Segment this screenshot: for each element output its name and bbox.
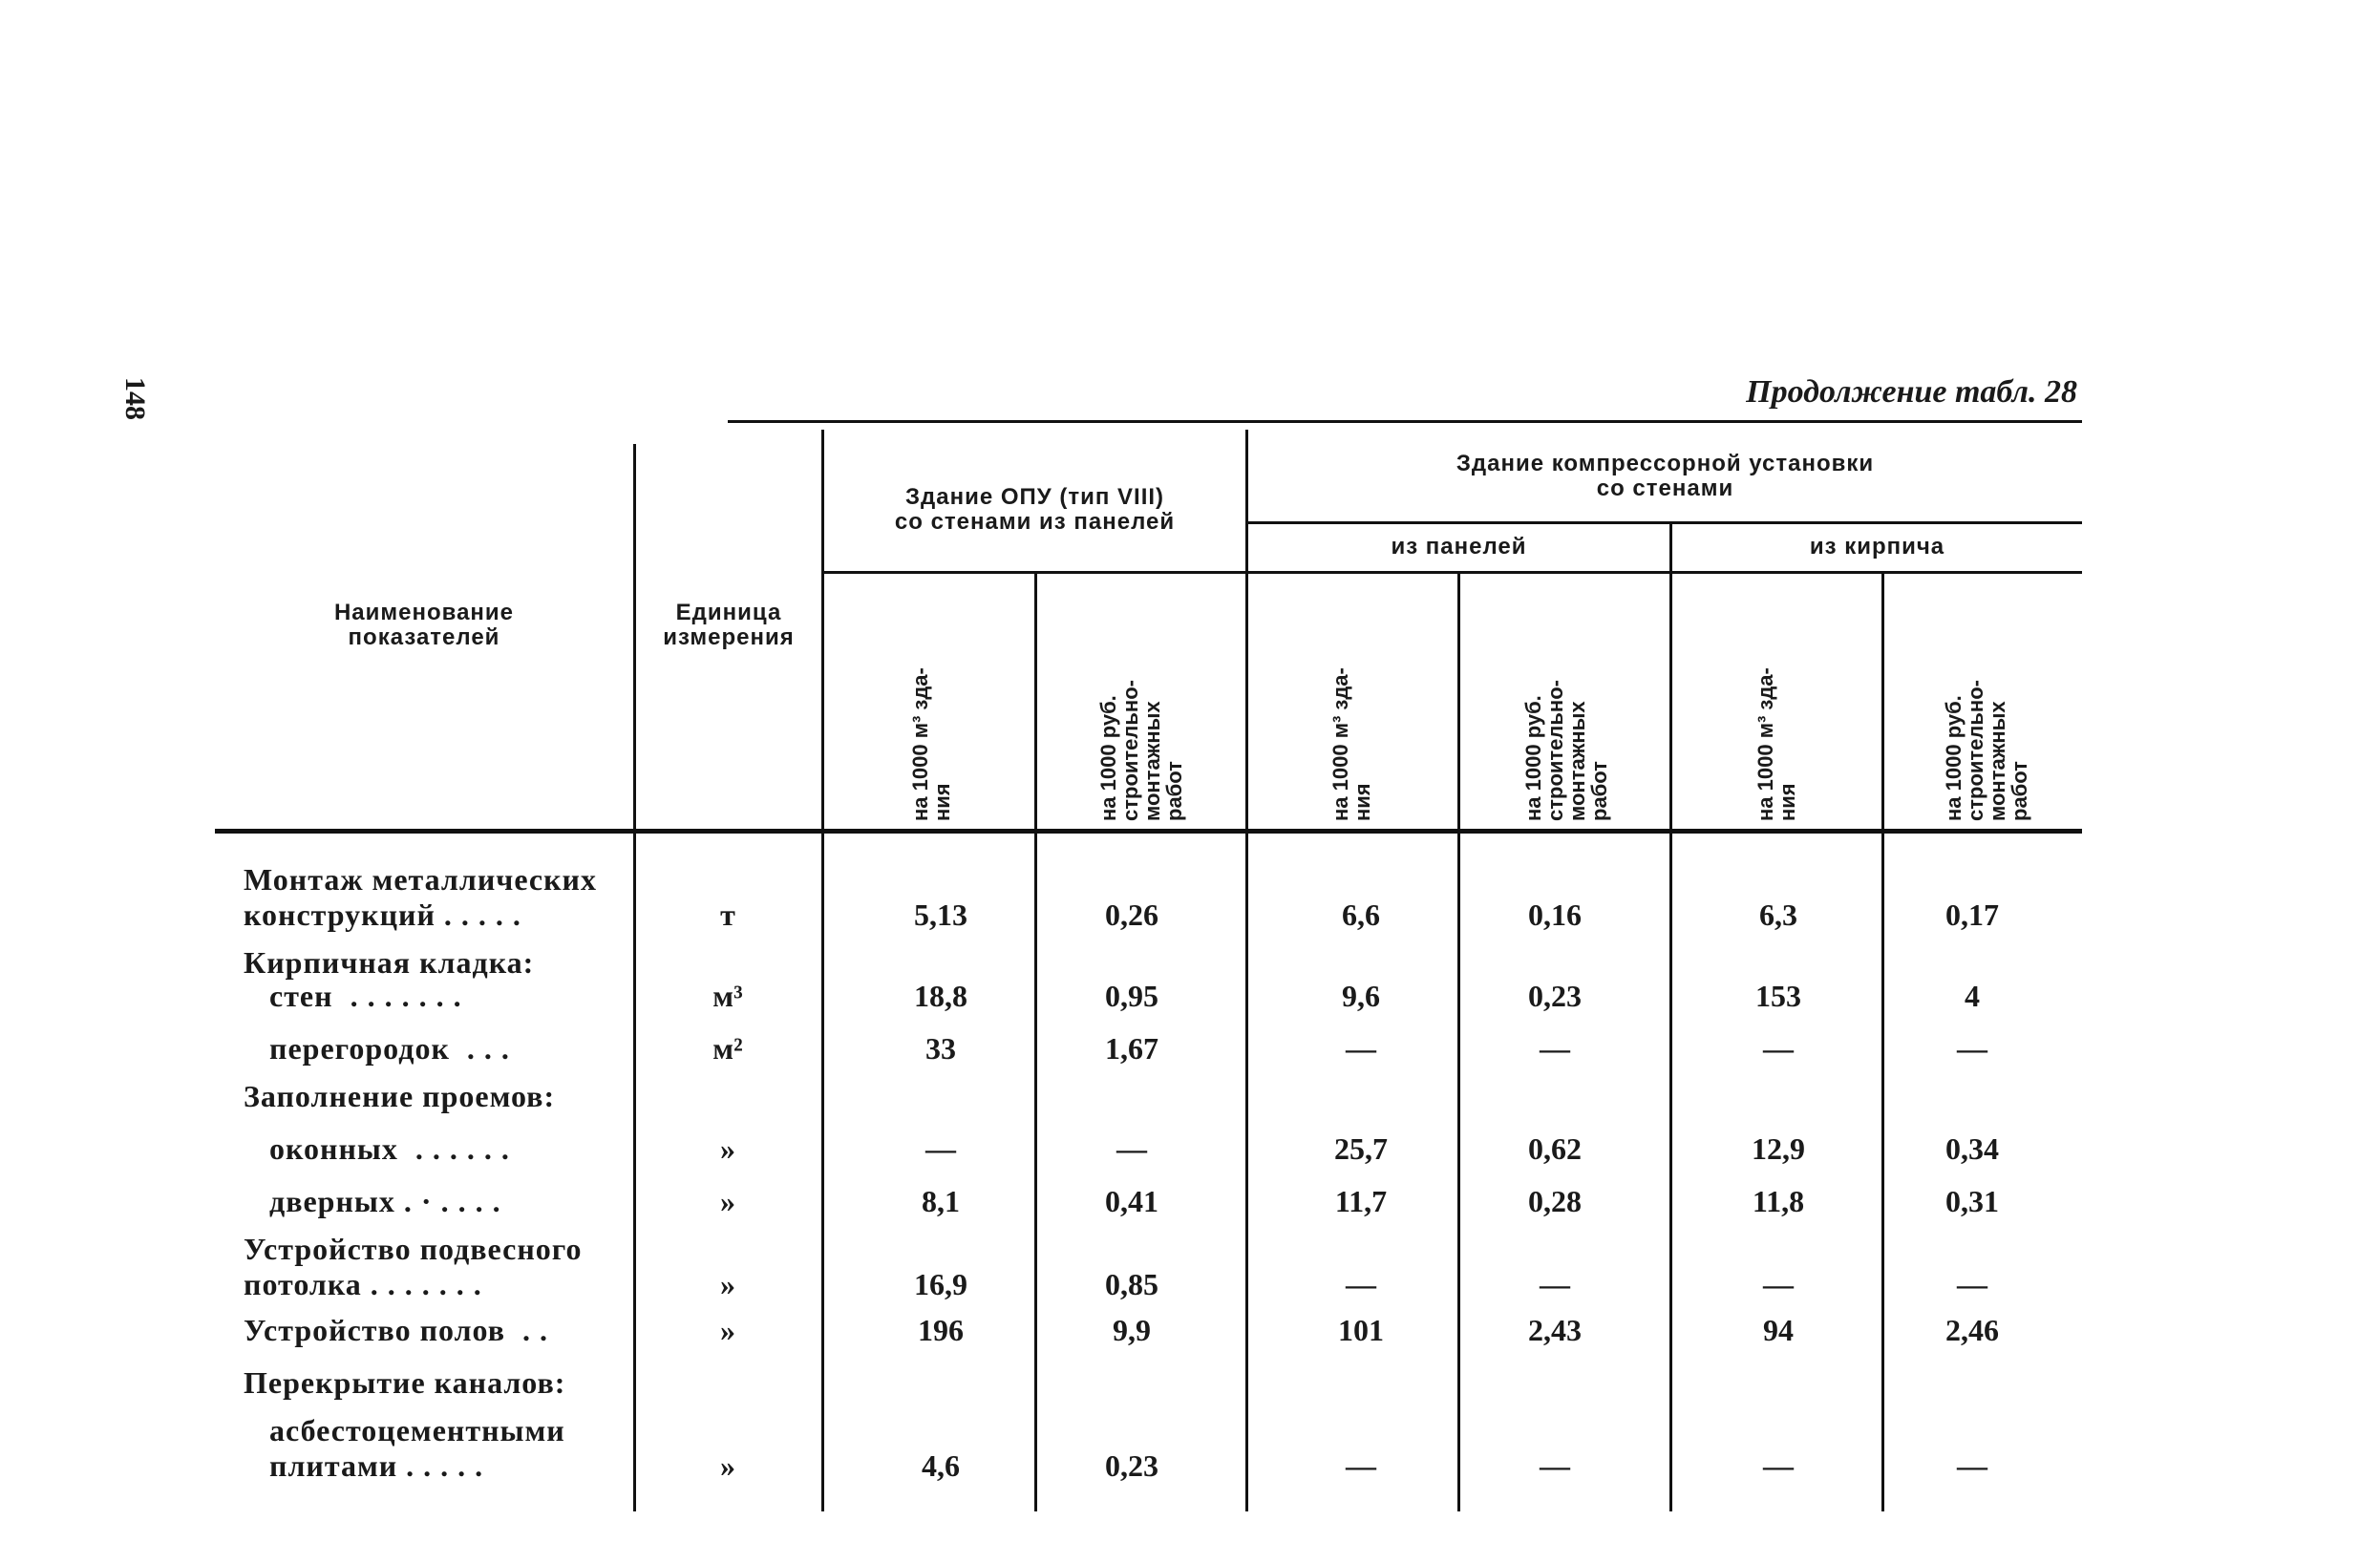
header-col-1: на 1000 м³ зда- ния bbox=[907, 667, 954, 821]
header-col-3: на 1000 м³ зда- ния bbox=[1328, 667, 1374, 821]
row-value: 33 bbox=[925, 1031, 956, 1066]
row-value: 6,3 bbox=[1759, 898, 1797, 932]
row-value: 0,23 bbox=[1528, 979, 1582, 1013]
header-group1: Здание ОПУ (тип VIII) со стенами из панелей bbox=[894, 483, 1176, 535]
row-value: 0,62 bbox=[1528, 1131, 1582, 1166]
row-name: Монтаж металлических конструкций . . . . . bbox=[244, 862, 597, 932]
row-name: Заполнение проемов: bbox=[244, 1079, 556, 1113]
row-value: 0,95 bbox=[1105, 979, 1158, 1013]
header-col-4: на 1000 руб. строительно- монтажных работ bbox=[1520, 680, 1612, 821]
row-value: 0,17 bbox=[1945, 898, 1999, 932]
row-value: 5,13 bbox=[914, 898, 967, 932]
vline-g1-c1 bbox=[1034, 573, 1037, 1511]
vline-group1-group2 bbox=[1245, 430, 1248, 1511]
row-value: 101 bbox=[1338, 1313, 1384, 1347]
header-unit: Единица измерения bbox=[663, 599, 795, 650]
row-name: Перекрытие каналов: bbox=[244, 1365, 566, 1400]
row-value: 2,46 bbox=[1945, 1313, 1999, 1347]
row-value: 6,6 bbox=[1342, 898, 1380, 932]
subheader-rule bbox=[823, 571, 2082, 574]
row-value: — bbox=[1116, 1131, 1147, 1166]
header-group2-sub2: из кирпича bbox=[1809, 533, 1945, 560]
row-value: 4 bbox=[1965, 979, 1980, 1013]
row-value: 94 bbox=[1763, 1313, 1794, 1347]
row-name: Устройство подвесного потолка . . . . . . . bbox=[244, 1232, 583, 1301]
row-unit: » bbox=[720, 1313, 735, 1347]
row-value: — bbox=[1763, 1448, 1794, 1483]
row-value: — bbox=[1763, 1031, 1794, 1066]
row-value: — bbox=[1957, 1448, 1987, 1483]
row-value: 16,9 bbox=[914, 1267, 967, 1301]
row-name: дверных . · . . . . bbox=[244, 1184, 501, 1218]
row-value: 25,7 bbox=[1334, 1131, 1388, 1166]
row-unit: » bbox=[720, 1448, 735, 1483]
row-name: перегородок . . . bbox=[244, 1031, 510, 1066]
vline-unit-group1 bbox=[821, 430, 824, 1511]
row-name: стен . . . . . . . bbox=[244, 979, 462, 1013]
row-value: 8,1 bbox=[922, 1184, 960, 1218]
row-value: — bbox=[1346, 1267, 1376, 1301]
row-value: 12,9 bbox=[1752, 1131, 1805, 1166]
row-value: 11,8 bbox=[1752, 1184, 1805, 1218]
row-value: — bbox=[1540, 1448, 1570, 1483]
row-value: 0,34 bbox=[1945, 1131, 1999, 1166]
row-value: 0,26 bbox=[1105, 898, 1158, 932]
row-value: — bbox=[1346, 1448, 1376, 1483]
row-value: 0,28 bbox=[1528, 1184, 1582, 1218]
page-number: 148 bbox=[119, 377, 151, 420]
header-bottom-rule bbox=[215, 829, 2082, 834]
row-value: 0,41 bbox=[1105, 1184, 1158, 1218]
row-value: 4,6 bbox=[922, 1448, 960, 1483]
row-value: 196 bbox=[918, 1313, 964, 1347]
row-value: 18,8 bbox=[914, 979, 967, 1013]
header-name: Наименование показателей bbox=[333, 599, 515, 650]
row-value: 0,85 bbox=[1105, 1267, 1158, 1301]
row-unit: » bbox=[720, 1184, 735, 1218]
row-value: 0,16 bbox=[1528, 898, 1582, 932]
header-col-6: на 1000 руб. строительно- монтажных работ bbox=[1941, 680, 2032, 821]
row-value: 9,6 bbox=[1342, 979, 1380, 1013]
row-unit: » bbox=[720, 1267, 735, 1301]
vline-g2-sub bbox=[1669, 523, 1672, 1511]
header-col-2: на 1000 руб. строительно- монтажных работ bbox=[1095, 680, 1187, 821]
row-name: асбестоцементными плитами . . . . . bbox=[269, 1413, 565, 1483]
vline-g2b-c1 bbox=[1881, 573, 1884, 1511]
row-value: 2,43 bbox=[1528, 1313, 1582, 1347]
row-unit: » bbox=[720, 1131, 735, 1166]
row-value: 11,7 bbox=[1334, 1184, 1388, 1218]
row-value: 0,31 bbox=[1945, 1184, 1999, 1218]
row-value: 0,23 bbox=[1105, 1448, 1158, 1483]
row-value: — bbox=[925, 1131, 956, 1166]
header-group2-sub1: из панелей bbox=[1391, 533, 1527, 560]
row-name: оконных . . . . . . bbox=[244, 1131, 510, 1166]
row-value: — bbox=[1540, 1031, 1570, 1066]
row-unit: т bbox=[720, 898, 735, 932]
row-value: 1,67 bbox=[1105, 1031, 1158, 1066]
vline-g2a-c1 bbox=[1457, 573, 1460, 1511]
row-value: — bbox=[1957, 1267, 1987, 1301]
group2-rule bbox=[1247, 521, 2082, 524]
row-unit: м³ bbox=[712, 979, 743, 1013]
row-value: 9,9 bbox=[1113, 1313, 1151, 1347]
row-unit: м² bbox=[712, 1031, 743, 1066]
header-col-5: на 1000 м³ зда- ния bbox=[1753, 667, 1799, 821]
header-group2: Здание компрессорной установки со стенами bbox=[1456, 450, 1875, 501]
row-value: — bbox=[1763, 1267, 1794, 1301]
row-value: — bbox=[1540, 1267, 1570, 1301]
row-name: Устройство полов . . bbox=[244, 1313, 549, 1347]
row-value: — bbox=[1346, 1031, 1376, 1066]
table-caption: Продолжение табл. 28 bbox=[1746, 374, 2077, 410]
row-value: — bbox=[1957, 1031, 1987, 1066]
row-value: 153 bbox=[1755, 979, 1801, 1013]
top-rule bbox=[728, 420, 2082, 423]
row-name: Кирпичная кладка: bbox=[244, 945, 535, 980]
